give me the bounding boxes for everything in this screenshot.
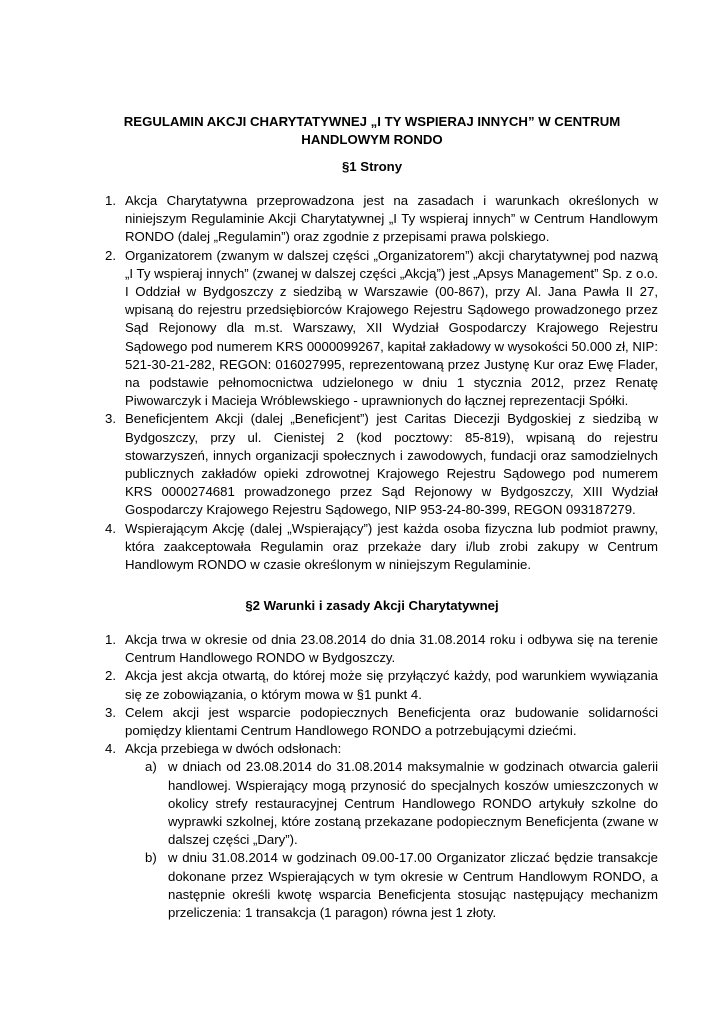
list-item-number: 4.: [105, 520, 116, 536]
list-item-number: 4.: [105, 741, 116, 757]
sub-list-item-text: w dniu 31.08.2014 w godzinach 09.00-17.00 Organizator zliczać będzie transakcje dokonane przez Wspierających w tym okresie w Centrum Handlowym RONDO, a następnie określi kwotę wsparcia Beneficjenta stosując następujący mechanizm przeliczenia: 1 transakcja (1 paragon) równa jest 1 złoty.: [168, 850, 658, 921]
list-item: [105, 704, 658, 740]
document-title: REGULAMIN AKCJI CHARYTATYWNEJ „I TY WSPIERAJ INNYCH” W CENTRUM HANDLOWYM RONDO: [123, 114, 621, 147]
list-item: [105, 520, 658, 575]
list-item: [105, 631, 658, 667]
section-1-list: [105, 192, 658, 574]
list-item-number: 3.: [105, 704, 116, 720]
list-item-number: 2.: [105, 247, 116, 263]
list-item-text: Celem akcji jest wsparcie podopiecznych Beneficjenta oraz budowanie solidarności pomiędzy klientami Centrum Handlowego RONDO a potrzebującymi dziećmi.: [125, 704, 658, 739]
sub-list-item-label: b): [145, 850, 157, 866]
section-2-heading: §2 Warunki i zasady Akcji Charytatywnej: [245, 598, 499, 613]
section-1-heading: §1 Strony: [341, 159, 403, 174]
list-item-text: Wspierającym Akcję (dalej „Wspierający”) jest każda osoba fizyczna lub podmiot prawny, która zaakceptowała Regulamin oraz przekaże dary i/lub zrobi zakupy w Centrum Handlowym RONDO w czasie określonym w niniejszym Regulaminie.: [125, 520, 658, 573]
list-item-text: Akcja przebiega w dwóch odsłonach:: [125, 741, 342, 757]
list-item-number: 1.: [105, 632, 116, 647]
list-item: [105, 740, 658, 922]
list-item-number: 1.: [105, 193, 116, 208]
list-item: [105, 667, 658, 703]
list-item: [105, 410, 658, 519]
list-item-text: Organizatorem (zwanym w dalszej części „Organizatorem”) akcji charytatywnej pod nazwą „I Ty wspieraj innych” (zwanej w dalszej części „Akcją”) jest „Apsys Management” Sp. z o.o. I Oddział w Bydgoszczy z siedzibą w Warszawie (00-867), przy Al. Jana Pawła II 27, wpisaną do rejestru przedsiębiorców Krajowego Rejestru Sądowego prowadzonego przez Sąd Rejonowy dla m.st. Warszawy, XII Wydział Gospodarczy Krajowego Rejestru Sądowego pod numerem KRS 0000099267, kapitał zakładowy w wysokości 50.000 zł, NIP: 521-30-21-282, REGON: 016027995, reprezentowaną przez Justynę Kur oraz Ewę Flader, na podstawie pełnomocnictwa udzielonego w dniu 1 stycznia 2012, przez Renatę Piwowarczyk i Macieja Wróblewskiego - uprawnionych do łącznej reprezentacji Spółki.: [125, 247, 658, 409]
sub-list-item: [125, 758, 658, 849]
sub-list-item: [125, 849, 658, 922]
list-item: [105, 247, 658, 411]
sub-list-item-label: a): [145, 759, 157, 775]
list-item-number: 2.: [105, 668, 116, 684]
list-item: [105, 192, 658, 247]
list-item-text: Beneficjentem Akcji (dalej „Beneficjent”) jest Caritas Diecezji Bydgoskiej z siedzibą w Bydgoszczy, przy ul. Cienistej 2 (kod pocztowy: 85-819), wpisaną do rejestru stowarzyszeń, innych organizacji społecznych i zawodowych, fundacji oraz samodzielnych publicznych zakładów opieki zdrowotnej Krajowego Rejestru Sądowego pod numerem KRS 0000274681 prowadzonego przez Sąd Rejonowy w Bydgoszczy, XIII Wydział Gospodarczy Krajowego Rejestru Sądowego, NIP 953-24-80-399, REGON 093187279.: [125, 411, 658, 518]
sub-list-item-text: w dniach od 23.08.2014 do 31.08.2014 maksymalnie w godzinach otwarcia galerii handlowej. Wspierający mogą przynosić do specjalnych koszów umieszczonych w okolicy strefy restauracyjnej Centrum Handlowego RONDO artykuły szkolne do wyprawki szkolnej, które zostaną przekazane podopiecznym Beneficjenta (zwane w dalszej części „Dary”).: [168, 759, 658, 848]
list-item-text: Akcja trwa w okresie od dnia 23.08.2014 do dnia 31.08.2014 roku i odbywa się na terenie Centrum Handlowego RONDO w Bydgoszczy.: [125, 632, 658, 666]
list-item-number: 3.: [105, 411, 116, 427]
list-item-text: Akcja Charytatywna przeprowadzona jest na zasadach i warunkach określonych w niniejszym Regulaminie Akcji Charytatywnej „I Ty wspieraj innych” w Centrum Handlowym RONDO (dalej „Regulamin”) oraz zgodnie z przepisami prawa polskiego.: [125, 193, 658, 245]
list-item-text: Akcja jest akcja otwartą, do której może się przyłączyć każdy, pod warunkiem wywiązania się ze zobowiązania, o którym mowa w §1 punkt 4.: [125, 668, 658, 702]
sub-list: [125, 758, 658, 922]
section-2-list: [105, 631, 658, 922]
